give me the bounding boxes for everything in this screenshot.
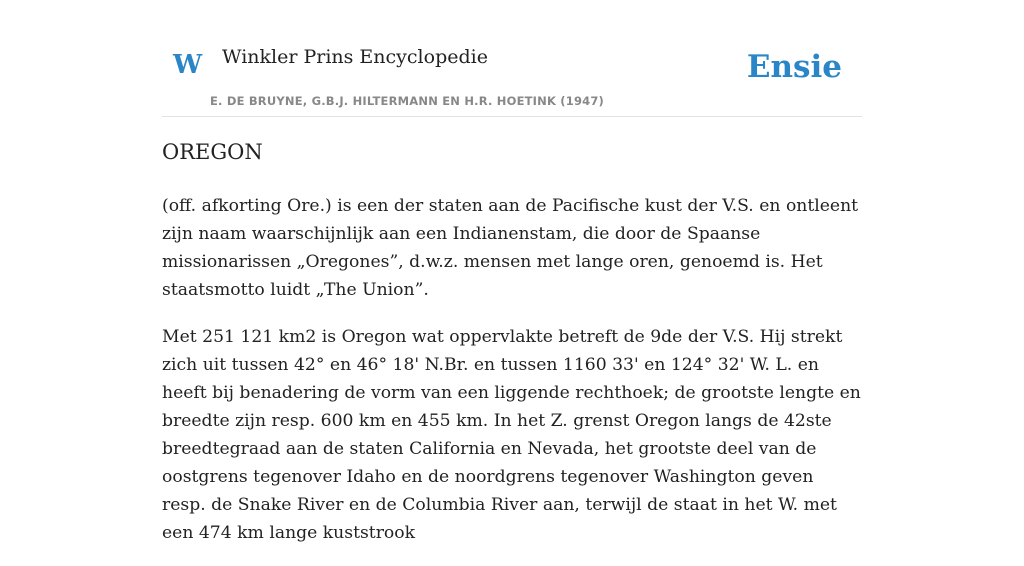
entry-title: OREGON (162, 140, 263, 164)
site-authors: E. DE BRUYNE, G.B.J. HILTERMANN EN H.R. HOETINK (1947) (210, 94, 605, 108)
site-header (162, 0, 862, 117)
w-logo-icon[interactable]: W (173, 50, 203, 80)
site-title[interactable]: Winkler Prins Encyclopedie (222, 46, 488, 68)
article-body (162, 192, 862, 566)
article-paragraph-1: (off. afkorting Ore.) is een der staten aan de Pacifische kust der V.S. en ontleent zijn naam waarschijnlijk aan een Indianenstam, die door de Spaanse missionarissen „Oregones”, d.w.z. mensen met lange oren, genoemd is. Het staatsmotto luidt „The Union”. (162, 196, 859, 300)
page (162, 0, 862, 543)
article-paragraph-2: Met 251 121 km2 is Oregon wat oppervlakte betreft de 9de der V.S. Hij strekt zich uit tussen 42° en 46° 18' N.Br. en tussen 1160 33' en 124° 32' W. L. en heeft bij benadering de vorm van een liggende rechthoek; de grootste lengte en breedte zijn resp. 600 km en 455 km. In het Z. grenst Oregon langs de 42ste breedtegraad aan de staten California en Nevada, het grootste deel van de oostgrens tegenover Idaho en de noordgrens tegenover Washington geven resp. de Snake River en de Columbia River aan, terwijl de staat in het W. met een 474 km lange kuststrook (162, 327, 861, 543)
ensie-brand-link[interactable]: Ensie (746, 49, 842, 85)
